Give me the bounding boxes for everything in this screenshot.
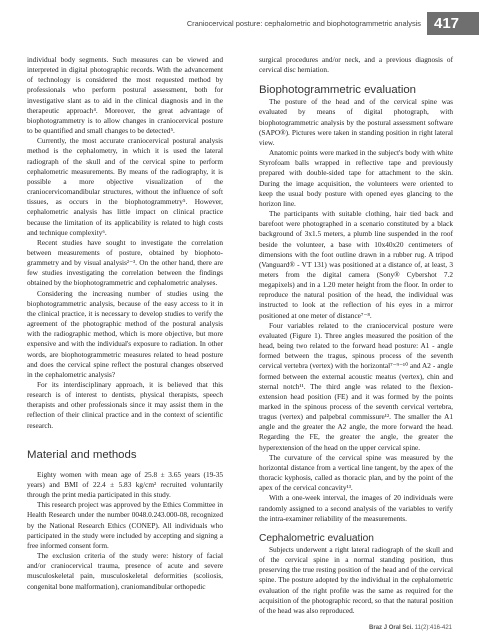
paragraph: Currently, the most accurate craniocervical postural analysis method is the cephalometry, in which it is used the lateral radiograph of the skull and of the cervical spine to perform cephalometric measurements. By means of the radiography, it is possible a more objective visualization of the craniocervicomandibular structures, without the influence of soft tissues, as occurs in the biophotogrammetry⁵. However, cephalometric analysis has little impact on clinical practice because the limitation of its applicability is related to high costs and technique complexity⁶. bbox=[27, 136, 223, 237]
paragraph: For its interdisciplinary approach, it is believed that this research is of interest to dentists, physical therapists, speech therapists and other professionals since it may assist them in the reflection of their clinical practice and in the context of scientific research. bbox=[27, 380, 223, 430]
section-heading-methods: Material and methods bbox=[27, 448, 137, 461]
paragraph: surgical procedures and/or neck, and a previous diagnosis of cervical disc herniation. bbox=[259, 55, 453, 75]
paragraph: Anatomic points were marked in the subject's body with white Styrofoam balls wrapped in reflective tape and previously prepared with double-sided tape for attachment to the skin. During the image acquisition, the volunteers were oriented to keep the usual body posture with opened eyes glancing to the horizon line. bbox=[259, 148, 453, 208]
running-title: Craniocervical posture: cephalometric and biophotogrammetric analysis bbox=[186, 19, 421, 28]
paragraph: Recent studies have sought to investigate the correlation between measurements of posture, obtained by biophoto-grammetry and by visual analysis²⁻³. On the other hand, there are few studies investigating the correlation between the findings obtained by the biophotogrammetric and cephalometric analyses. bbox=[27, 237, 223, 288]
paragraph: The curvature of the cervical spine was measured by the horizontal distance from a vertical line tangent, by the apex of the thoracic kyphosis, called as thoracic plan, and by the point of the apex of the cervical concavity¹³. bbox=[259, 452, 453, 493]
section-heading-biophotogrammetric: Biophotogrammetric evaluation bbox=[259, 84, 417, 97]
paragraph: The exclusion criteria of the study were: history of facial and/or craniocervical trauma, presence of acute and severe musculoskeletal pain, musculoskeletal deformities (scoliosis, congenital bone malformation), craniomandibular orthopedic bbox=[27, 551, 223, 591]
subsection-heading-cephalometric: Cephalometric evaluation bbox=[259, 532, 374, 544]
paragraph: Four variables related to the craniocervical posture were evaluated (Figure 1). Three angles measured the position of the head, being two related to the forward head posture: A1 - angle formed between the tragus, spinous process of the seventh cervical vertebra (vertex) with the horizontal⁷⁻⁹⁻¹⁰ and A2 - angle formed between the external acoustic meatus (vertex), chin and sternal notch¹¹. The third angle was related to the flexion-extension head position (FE) and it was formed by the points marked in the spinous process of the seventh cervical vertebra, tragus (vertex) and palpebral commissure¹². The smaller the A1 angle and the greater the A2 angle, the more forward the head. Regarding the FE, the greater the angle, the greater the hyperextension of the head on the upper cervical spine. bbox=[259, 320, 453, 452]
paragraph: This research project was approved by the Ethics Committee in Health Research under the number 0048.0.243.000-08, recognized by the National Research Ethics (CONEP). All individuals who participated in the study were included by accepting and signing a free informed consent form. bbox=[27, 500, 223, 550]
paragraph: Considering the increasing number of studies using the biophotogrammetric analysis, because of the easy access to it in the clinical practice, it is necessary to develop studies to verify the agreement of the photographic method of the postural analysis with the radiographic method, which is more objective, but more expensive and with the individual's exposure to radiation. In other words, are biophotogrammetric measures related to head posture and does the cervical spine reflect the postural changes observed in the cephalometric analysis? bbox=[27, 288, 223, 379]
paragraph: With a one-week interval, the images of 20 individuals were randomly assigned to a second analysis of the variables to verify the intra-examiner reliability of the measurements. bbox=[259, 493, 453, 523]
volume-info: 11(2):416-421 bbox=[414, 625, 452, 631]
page-header bbox=[0, 0, 479, 38]
paragraph: individual body segments. Such measures can be viewed and interpreted in digital photographic records. With the advancement of technology is considered the most requested method by professionals who perform postural assessment, both for investigative slant as to aid in the clinical diagnosis and in the therapeutic approach⁴. Moreover, the great advantage of biophotogrammetry is to allow changes in craniocervical posture to be quantified and small changes to be detected⁵. bbox=[27, 55, 223, 136]
journal-name: Braz J Oral Sci. bbox=[369, 625, 414, 631]
paragraph: The participants with suitable clothing, hair tied back and barefoot were photographed in a scenario constituted by a black background of 3x1.5 meters, a plumb line suspended in the roof beside the volunteer, a base with 10x40x20 centimeters of dimensions with the foot outline drawn in a rubber rug. A tripod (Vanguard® - VT 131) was positioned at a distance of, at least, 3 meters from the digital camera (Sony® Cybershot 7.2 megapixels) and in a 1.20 meter height from the floor. In order to reproduce the natural position of the head, the individual was instructed to look at the reflection of his eyes in a mirror positioned at one meter of distance⁷⁻⁸. bbox=[259, 209, 453, 320]
page-footer bbox=[369, 625, 452, 631]
paragraph: Eighty women with mean age of 25.8 ± 3.65 years (19-35 years) and BMI of 22.4 ± 5.83 kg/cm² recruited voluntarily through the print media participated in this study. bbox=[27, 469, 223, 500]
left-column bbox=[27, 55, 223, 592]
paragraph: Subjects underwent a right lateral radiograph of the skull and of the cervical spine in a normal standing position, thus preserving the true resting position of the head and of the cervical spine. The posture adopted by the individual in the cephalometric evaluation of the right profile was the same as required for the acquisition of the photographic record, so that the natural position of the head was also reproduced. bbox=[259, 544, 453, 615]
page-number: 417 bbox=[427, 12, 479, 35]
right-column bbox=[259, 55, 453, 616]
paragraph: The posture of the head and of the cervical spine was evaluated by means of digital photograph, with biophotogrammetric analysis by the postural assessment software (SAPO®). Pictures were taken in standing position in right lateral view. bbox=[259, 97, 453, 147]
